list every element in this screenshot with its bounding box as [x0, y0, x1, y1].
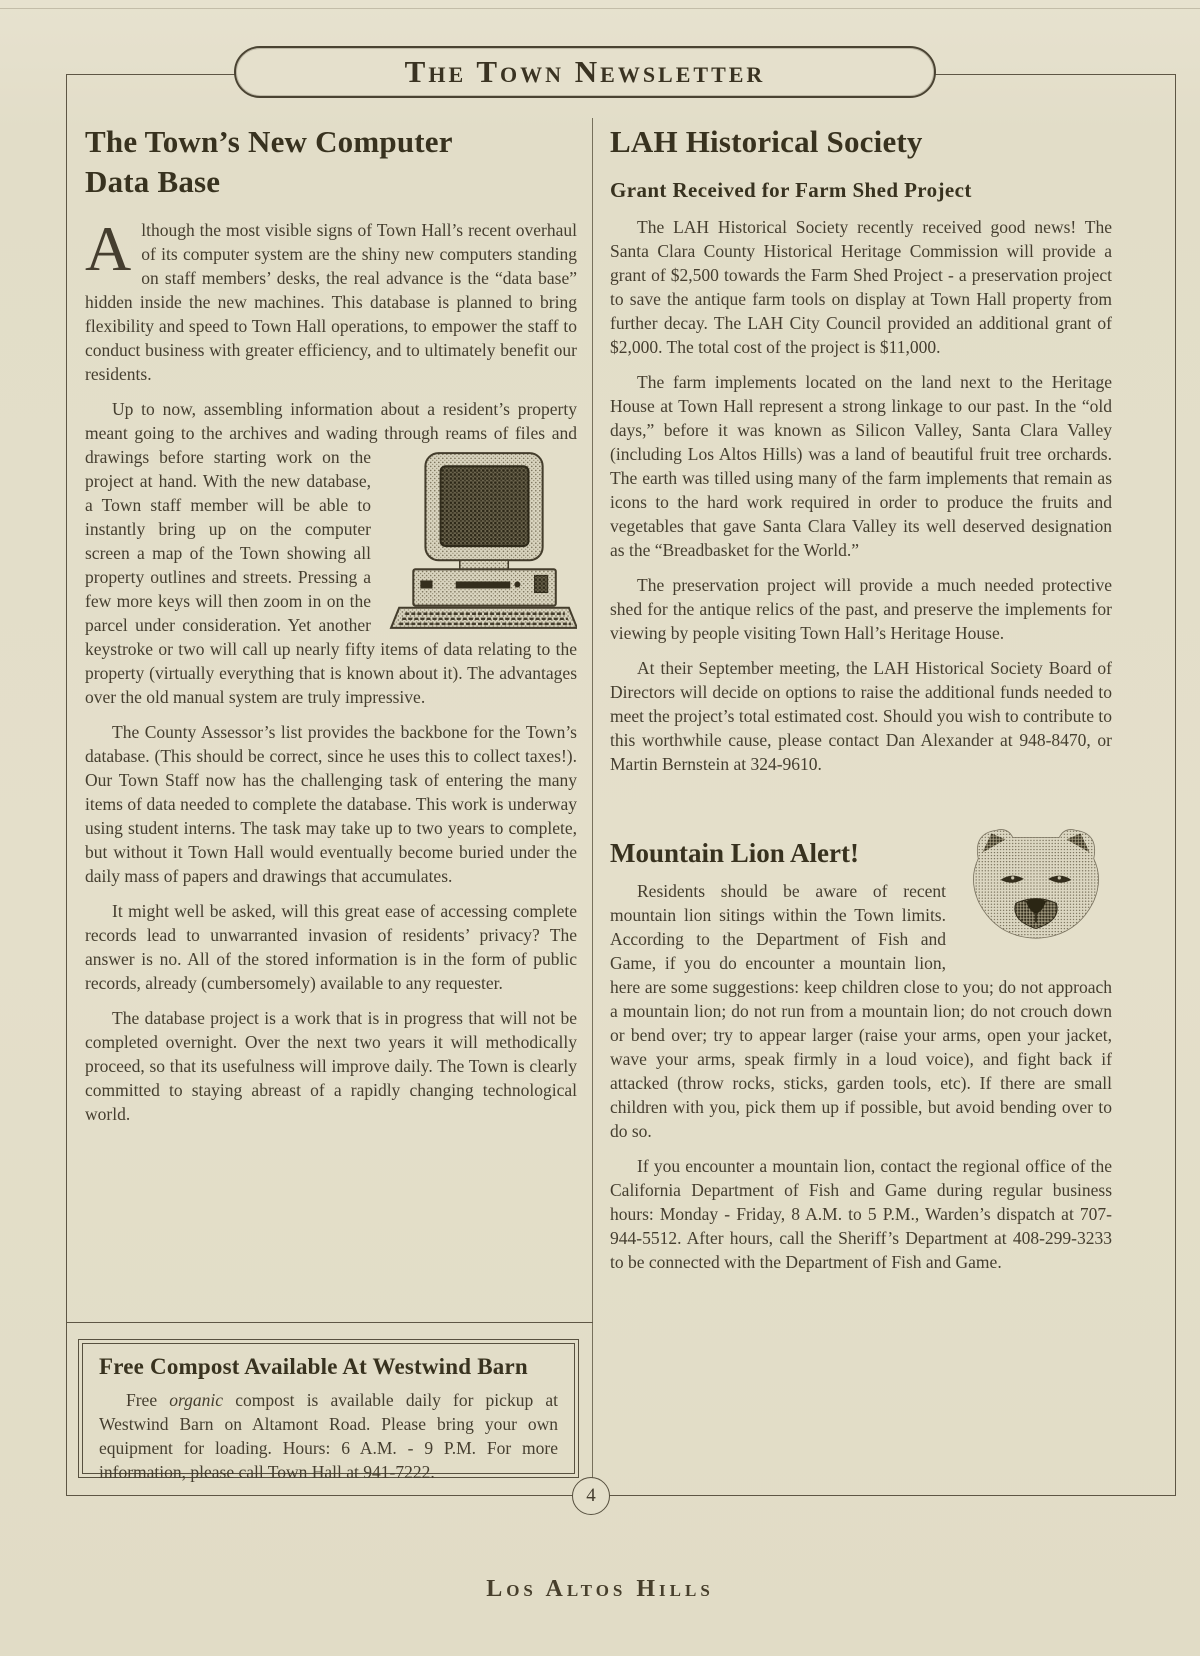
drop-cap: A [85, 213, 132, 284]
italic-word-organic: organic [169, 1390, 224, 1410]
paragraph: The LAH Historical Society recently received good news! The Santa Clara County Historical Heritage Commission will provide a grant of $2,500 towards the Farm Shed Project - a preservation project to save the antique farm tools on display at Town Hall property from further decay. The LAH City Council provided an additional grant of $2,000. The total cost of the project is $11,000. [610, 217, 1112, 357]
paragraph: The farm implements located on the land next to the Heritage House at Town Hall represent a strong linkage to our past. In the “old days,” before it was known as Silicon Valley, Santa Clara Valley (including Los Altos Hills) was a land of beautiful fruit tree orchards. The earth was tilled using many of the farm implements that remain as icons to the hard work required in order to produce the fruits and vegetables that gave Santa Clara Valley its well deserved designation as the “Breadbasket for the World.” [610, 372, 1112, 560]
article-subtitle-grant: Grant Received for Farm Shed Project [610, 178, 972, 202]
paragraph: Residents should be aware of recent mountain lion sitings within the Town limits. According to the Department of Fish and Game, if you do encounter a mountain lion, here are some suggestions: keep children close to you; do not approach a mountain lion; do not run from a mountain lion; do not crouch down or bend over; try to appear larger (raise your arms, open your jacket, wave your arms, speak firmly in a loud voice), and fight back if attacked (throw rocks, sticks, garden tools, etc). If there are small children with you, pick them up if possible, but avoid bending over to do so. [610, 881, 1112, 1141]
mountain-lion-illustration [960, 824, 1112, 946]
column-divider [592, 118, 593, 1492]
paragraph: Although the most visible signs of Town Hall’s recent overhaul of its computer system are the shiny new computers standing on staff members’ desks, the real advance is the “data base” hidden inside the new machines. This database is planned to bring flexibility and speed to Town Hall operations, to empower the staff to conduct business with greater efficiency, and to ultimately benefit our residents. [85, 213, 577, 384]
computer-illustration [385, 449, 577, 631]
newsletter-title: The Town Newsletter [404, 54, 766, 89]
paragraph: It might well be asked, will this great ease of accessing complete records lead to unwarranted invasion of residents’ privacy? The answer is no. All of the stored information is in the form of public records, already (cumbersomely) available to any requester. [85, 901, 577, 993]
newsletter-banner [234, 46, 936, 98]
article-title-lion-alert: Mountain Lion Alert! [610, 838, 860, 868]
paragraph: At their September meeting, the LAH Historical Society Board of Directors will decide on options to raise the additional funds needed to meet the project’s total estimated cost. Should you wish to contribute to this worthwhile cause, please contact Dan Alexander at 948-8470, or Martin Bernstein at 324-9610. [610, 658, 1112, 774]
paragraph: The County Assessor’s list provides the backbone for the Town’s database. (This should be correct, since he uses this to collect taxes!). Our Town Staff now has the challenging task of entering the many items of data needed to complete the database. This work is underway using student interns. The task may take up to two years to complete, but without it Town Hall would eventually become buried under the daily mass of papers and drawings that accumulates. [85, 722, 577, 886]
right-column [610, 122, 1112, 1285]
page-number-badge [572, 1477, 610, 1515]
paragraph: Up to now, assembling information about a resident’s property meant going to the archives and wading through reams of files and drawings before starting work on the project at hand. With the new database, a Town staff member will be able to instantly bring up on the computer screen a map of the Town showing all property outlines and streets. Pressing a few more keys will then zoom in on the parcel under consideration. Yet another keystroke or two will call up nearly fifty items of data relating to the property (virtually everything that is known about it). The advantages over the old manual system are truly impressive. [85, 399, 578, 707]
compost-box-inner [82, 1343, 575, 1482]
paragraph: The preservation project will provide a much needed protective shed for the antique relics of the past, and preserve the implements for viewing by people visiting Town Hall’s Heritage House. [610, 575, 1112, 643]
paragraph: The database project is a work that is in progress that will not be completed overnight. Over the next two years it will methodically proceed, so that its usefulness will improve daily. The Town is clearly committed to staying abreast of a rapidly changing technological world. [85, 1008, 577, 1124]
left-column [85, 122, 577, 1137]
compost-box [78, 1339, 579, 1482]
scan-artifact-line [0, 8, 1200, 9]
footer-town-name: Los Altos Hills [486, 1576, 714, 1602]
article-title-historical: LAH Historical Society [610, 124, 923, 159]
paragraph: If you encounter a mountain lion, contact the regional office of the California Department of Fish and Game during regular business hours: Monday - Friday, 8 A.M. to 5 P.M., Warden’s dispatch at 707-944-5512. After hours, call the Sheriff’s Department at 408-299-3233 to be connected with the Department of Fish and Game. [610, 1156, 1112, 1272]
compost-box-body: Free organic compost is available daily for pickup at Westwind Barn on Altamont Road. Please bring your own equipment for loading. Hours: 6 A.M. - 9 P.M. For more information, please call Town Hall at 941-7222. [99, 1390, 558, 1482]
compost-box-outer [66, 1322, 593, 1496]
article-title-database: The Town’s New Computer Data Base [85, 124, 453, 199]
page-number: 4 [586, 1485, 596, 1506]
compost-box-title: Free Compost Available At Westwind Barn [99, 1354, 528, 1379]
mountain-lion-section [610, 838, 1112, 1274]
